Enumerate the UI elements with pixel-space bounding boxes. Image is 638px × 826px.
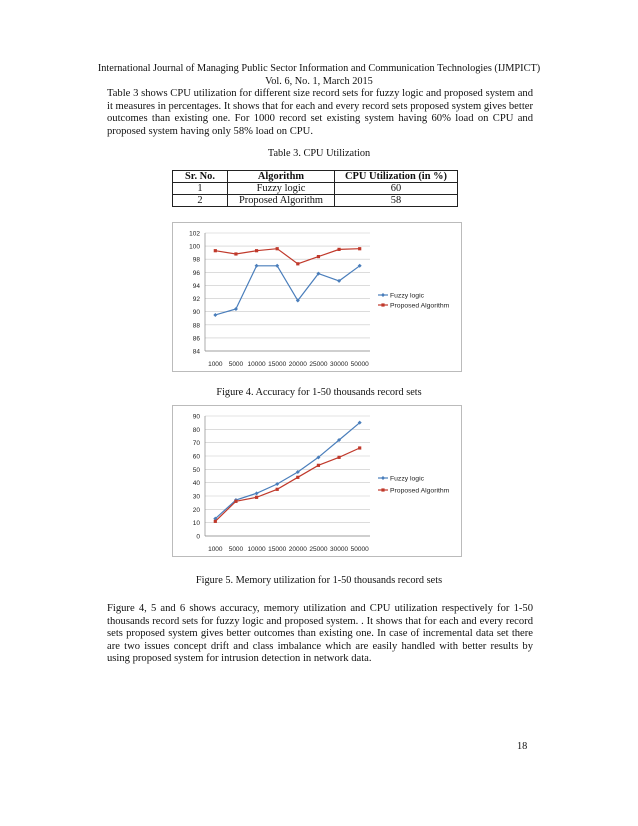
data-point [337, 456, 340, 459]
page-number: 18 [517, 741, 528, 752]
paragraph-figures: Figure 4, 5 and 6 shows accuracy, memory utilization and CPU utilization respectively for 1-50 thousands record sets for fuzzy logic and proposed system. . It shows that for each and every record sets proposed system gives better outcomes than existing one. In case of incremental data set there are two issues concept drift and class imbalance which are easily handled with better results by using proposed system for intrusion detection in network data. [107, 603, 533, 665]
legend-swatch-marker [381, 293, 385, 297]
y-tick-label: 80 [192, 426, 200, 434]
y-tick-label: 90 [192, 413, 200, 421]
data-point [234, 252, 237, 255]
journal-title: International Journal of Managing Public Sector Information and Communication Technologies (IJMPICT) [97, 63, 541, 74]
data-point [255, 491, 259, 495]
journal-header [0, 63, 638, 88]
y-tick-label: 90 [192, 309, 200, 317]
data-point [255, 249, 258, 252]
x-tick-label: 20000 [288, 546, 307, 553]
paragraph-table3: Table 3 shows CPU utilization for different size record sets for fuzzy logic and proposed system and it measures in percentages. It shows that for each and every record sets proposed system gives better outcomes than existing one. For 1000 record set existing system having 60% load on CPU and proposed system having only 58% load on CPU. [107, 88, 533, 137]
data-point [358, 446, 361, 449]
table3-caption: Table 3. CPU Utilization [267, 148, 371, 159]
data-point [255, 496, 258, 499]
data-point [337, 248, 340, 251]
data-point [358, 247, 361, 250]
journal-volume: Vol. 6, No. 1, March 2015 [265, 75, 373, 87]
table-cell: 58 [335, 195, 458, 207]
y-tick-label: 88 [192, 322, 200, 330]
memory-chart-svg [173, 406, 461, 556]
y-tick-label: 10 [192, 520, 200, 528]
y-tick-label: 40 [192, 480, 200, 488]
series-line [215, 266, 359, 315]
x-tick-label: 50000 [350, 546, 369, 553]
table-cell: Fuzzy logic [228, 183, 335, 195]
x-tick-label: 10000 [247, 361, 266, 368]
x-tick-label: 20000 [288, 361, 307, 368]
legend-swatch-marker [381, 476, 385, 480]
data-point [276, 488, 279, 491]
x-tick-label: 25000 [309, 546, 328, 553]
accuracy-chart-svg [173, 223, 461, 371]
legend-swatch-marker [381, 303, 384, 306]
data-point [317, 464, 320, 467]
y-tick-label: 96 [192, 269, 200, 277]
series-line [215, 423, 359, 519]
table-header-cell: Sr. No. [173, 171, 228, 183]
data-point [317, 255, 320, 258]
data-point [214, 249, 217, 252]
table-header-cell: Algorithm [228, 171, 335, 183]
y-tick-label: 100 [189, 243, 200, 251]
data-point [296, 262, 299, 265]
data-point [234, 500, 237, 503]
data-point [255, 264, 259, 268]
series-line [215, 448, 359, 521]
y-tick-label: 30 [192, 493, 200, 501]
x-tick-label: 1000 [208, 546, 223, 553]
data-point [276, 247, 279, 250]
table-cell: 1 [173, 183, 228, 195]
data-point [296, 476, 299, 479]
table-header-cell: CPU Utilization (in %) [335, 171, 458, 183]
data-point [213, 313, 217, 317]
y-tick-label: 98 [192, 256, 200, 264]
x-tick-label: 10000 [247, 546, 266, 553]
legend-entry: Proposed Algorithm [390, 302, 450, 310]
table-cell: 2 [173, 195, 228, 207]
figure5-memory-chart [172, 405, 462, 557]
x-tick-label: 5000 [228, 361, 244, 368]
x-tick-label: 15000 [268, 361, 287, 368]
y-tick-label: 94 [192, 282, 200, 290]
y-tick-label: 70 [192, 440, 200, 448]
y-tick-label: 84 [192, 348, 200, 356]
table-header-row [173, 171, 458, 183]
cpu-utilization-table [172, 170, 458, 207]
y-tick-label: 50 [192, 466, 200, 474]
table-cell: Proposed Algorithm [228, 195, 335, 207]
legend-entry: Fuzzy logic [390, 292, 424, 300]
x-tick-label: 15000 [268, 546, 287, 553]
table-cell: 60 [335, 183, 458, 195]
data-point [214, 520, 217, 523]
y-tick-label: 0 [196, 533, 200, 541]
legend-entry: Fuzzy logic [390, 475, 424, 483]
y-tick-label: 86 [192, 335, 200, 343]
data-point [234, 307, 238, 311]
x-tick-label: 1000 [208, 361, 223, 368]
table-row [173, 195, 458, 207]
table-row [173, 183, 458, 195]
legend-entry: Proposed Algorithm [390, 487, 450, 495]
y-tick-label: 92 [192, 296, 200, 304]
figure4-accuracy-chart [172, 222, 462, 372]
x-tick-label: 5000 [228, 546, 244, 553]
x-tick-label: 25000 [309, 361, 328, 368]
y-tick-label: 60 [192, 453, 200, 461]
y-tick-label: 20 [192, 506, 200, 514]
legend-swatch-marker [381, 488, 384, 491]
y-tick-label: 102 [189, 230, 200, 238]
x-tick-label: 30000 [330, 361, 349, 368]
figure5-caption: Figure 5. Memory utilization for 1-50 thousands record sets [195, 575, 443, 586]
figure4-caption: Figure 4. Accuracy for 1-50 thousands record sets [216, 387, 422, 398]
x-tick-label: 50000 [350, 361, 369, 368]
x-tick-label: 30000 [330, 546, 349, 553]
